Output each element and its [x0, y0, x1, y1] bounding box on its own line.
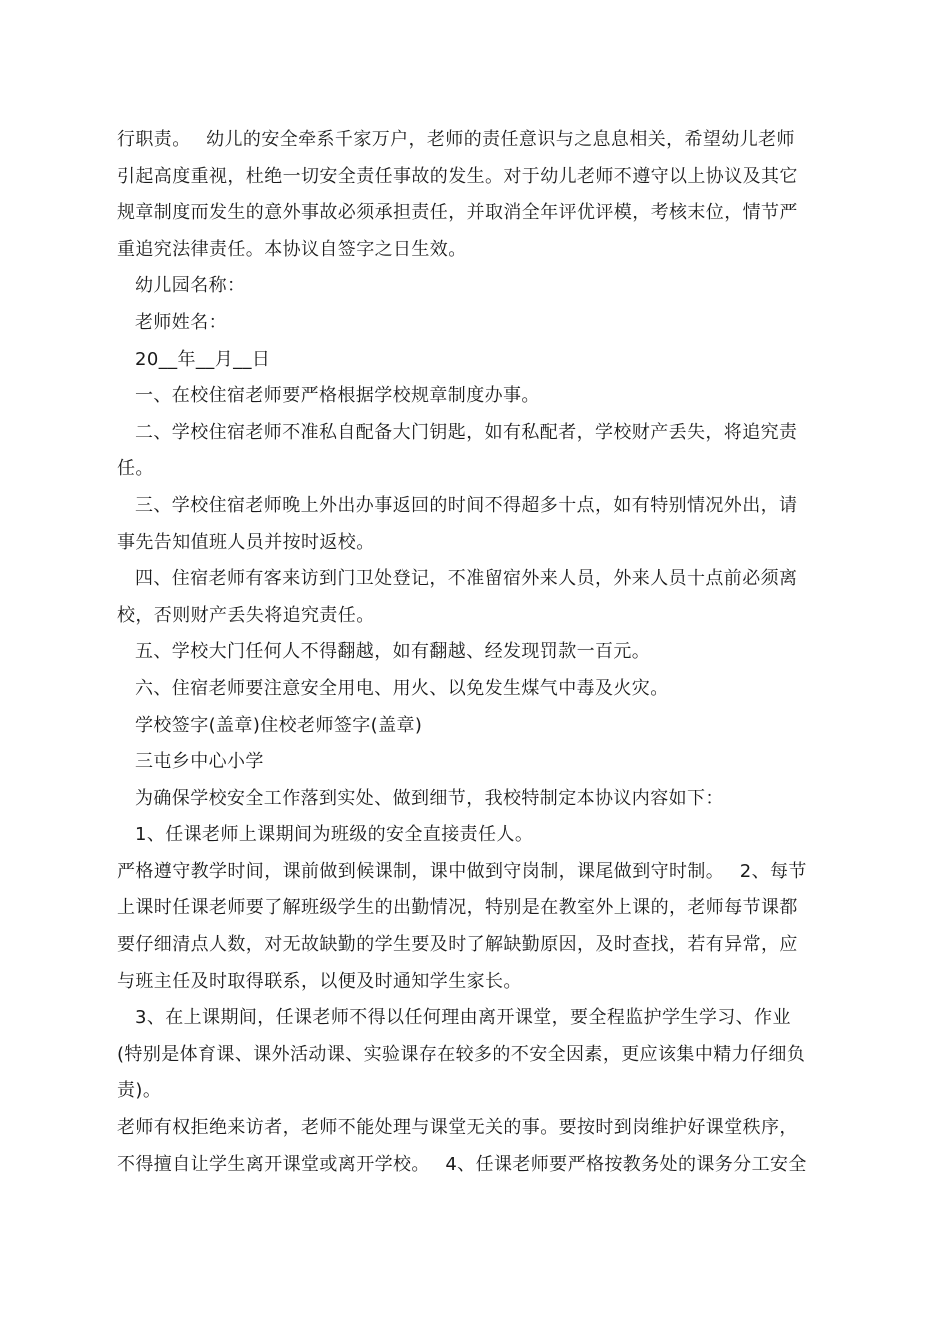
paragraph-line: 校，否则财产丢失将追究责任。	[117, 604, 375, 626]
paragraph-line: 与班主任及时取得联系，以便及时通知学生家长。	[117, 970, 522, 992]
paragraph-line: 老师有权拒绝来访者，老师不能处理与课堂无关的事。要按时到岗维护好课堂秩序，	[117, 1117, 798, 1139]
paragraph-line: 引起高度重视，杜绝一切安全责任事故的发生。对于幼儿老师不遵守以上协议及其它	[117, 165, 798, 187]
school-name: 三屯乡中心小学	[135, 751, 264, 773]
paragraph-line: 事先告知值班人员并按时返校。	[117, 531, 375, 553]
teacher-name-label: 老师姓名：	[135, 311, 227, 333]
date-line: 20__年__月__日	[135, 348, 271, 370]
rule-item-3: 三、学校住宿老师晚上外出办事返回的时间不得超多十点，如有特别情况外出，请	[135, 494, 798, 516]
rule-item-1: 一、在校住宿老师要严格根据学校规章制度办事。	[135, 385, 540, 407]
agreement-intro: 为确保学校安全工作落到实处、做到细节，我校特制定本协议内容如下：	[135, 787, 724, 809]
clause-3: 3、在上课期间，任课老师不得以任何理由离开课堂，要全程监护学生学习、作业	[135, 1007, 791, 1029]
document-body	[117, 122, 837, 1183]
paragraph-line: 规章制度而发生的意外事故必须承担责任，并取消全年评优评模，考核末位，情节严	[117, 202, 798, 224]
paragraph-line: 任。	[117, 458, 154, 480]
paragraph-line: 不得擅自让学生离开课堂或离开学校。 4、任课老师要严格按教务处的课务分工安全	[117, 1153, 807, 1175]
signature-line: 学校签字(盖章)住校老师签字(盖章)	[135, 714, 423, 736]
paragraph-line: 上课时任课老师要了解班级学生的出勤情况，特别是在教室外上课的，老师每节课都	[117, 897, 798, 919]
paragraph-line: 严格遵守教学时间，课前做到候课制，课中做到守岗制，课尾做到守时制。 2、每节	[117, 860, 807, 882]
paragraph-line: (特别是体育课、课外活动课、实验课存在较多的不安全因素，更应该集中精力仔细负	[117, 1043, 806, 1065]
clause-1: 1、任课老师上课期间为班级的安全直接责任人。	[135, 824, 534, 846]
rule-item-6: 六、住宿老师要注意安全用电、用火、以免发生煤气中毒及火灾。	[135, 677, 669, 699]
paragraph-line: 要仔细清点人数，对无故缺勤的学生要及时了解缺勤原因，及时查找，若有异常，应	[117, 934, 798, 956]
paragraph-line: 行职责。 幼儿的安全牵系千家万户，老师的责任意识与之息息相关，希望幼儿老师	[117, 129, 795, 150]
paragraph-line: 责)。	[117, 1080, 162, 1102]
rule-item-4: 四、住宿老师有客来访到门卫处登记，不准留宿外来人员，外来人员十点前必须离	[135, 568, 798, 590]
kindergarten-name-label: 幼儿园名称：	[135, 275, 246, 297]
paragraph-line: 重追究法律责任。本协议自签字之日生效。	[117, 238, 467, 260]
rule-item-5: 五、学校大门任何人不得翻越，如有翻越、经发现罚款一百元。	[135, 641, 651, 663]
rule-item-2: 二、学校住宿老师不准私自配备大门钥匙，如有私配者，学校财产丢失，将追究责	[135, 421, 798, 443]
